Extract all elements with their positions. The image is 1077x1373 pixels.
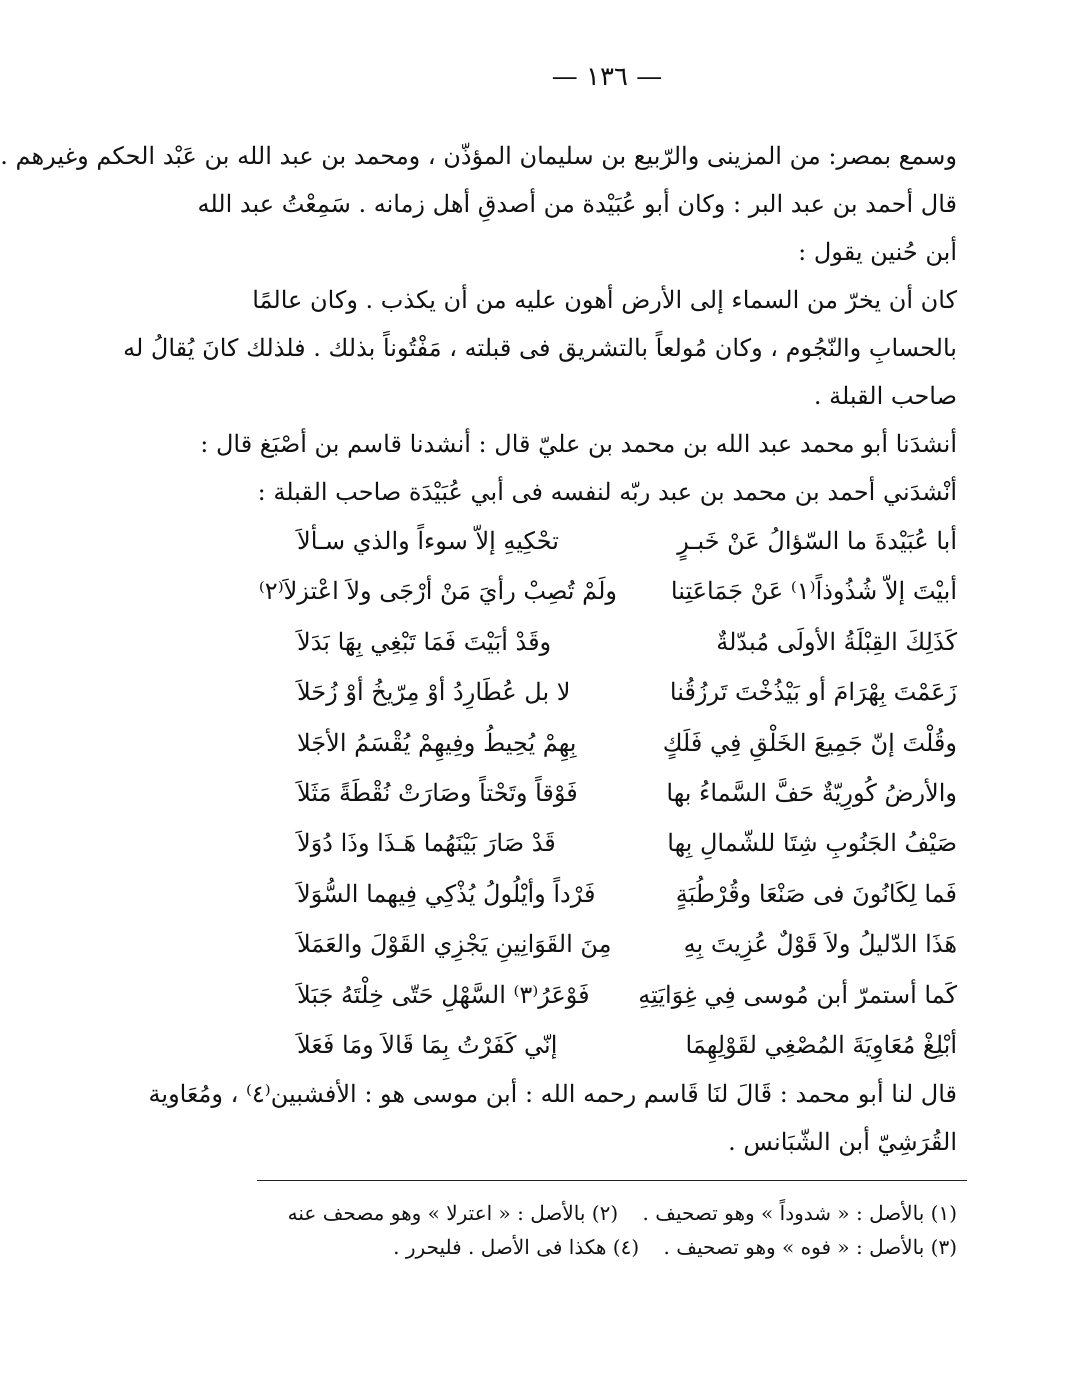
footnote: (٣) بالأصل : « فوه » وهو تصحيف . (663, 1235, 957, 1259)
verse-second-hemistich: إنّي كَفَرْتُ بِمَا قَالاَ ومَا فَعَلاَ (297, 1030, 558, 1059)
footnote: (١) بالأصل : « شدوداً » وهو تصحيف . (642, 1201, 957, 1225)
verse-first-hemistich: وقُلْتَ إنّ جَمِيعَ الخَلْقِ فِي فَلَكٍ (662, 728, 957, 757)
verse-first-hemistich: هَذَا الدّليلُ ولاَ قَوْلٌ عُزِيتَ بِهِ (683, 930, 957, 959)
text-line: صاحب القبلة . (813, 382, 957, 410)
footnote-row (267, 1196, 957, 1230)
verse-second-hemistich: ولَمْ تُصِبْ رأيَ مَنْ أرْجَى ولاَ اعْتزلاَ⁽٢⁾ (258, 577, 617, 606)
verse (297, 818, 957, 868)
text-line: أنْشدَني أحمد بن محمد بن عبد ربّه لنفسه فى أبي عُبَيْدَة صاحب القبلة : (257, 478, 957, 506)
text-line: القُرَشِيّ أبن الشّبَانس . (728, 1128, 957, 1156)
verse (297, 919, 957, 969)
verse (297, 970, 957, 1020)
verse-second-hemistich: فَرْداً وأيْلُولُ يُذْكِي فِيهما السُّوَلاَ (297, 879, 596, 908)
paragraph-intro (0, 132, 957, 276)
text-line: أنشدَنا أبو محمد عبد الله بن محمد بن عليّ قال : أنشدنا قاسم بن أصْبَغ قال : (200, 430, 957, 458)
text-line: أبن حُنين يقول : (798, 238, 957, 266)
verse-second-hemistich: قَدْ صَارَ بَيْنَهُما هَـذَا وذَا دُوَلاَ (297, 829, 556, 858)
verse-first-hemistich: والأرضُ كُورِيّةٌ حَفَّ السَّماءُ بها (666, 778, 957, 807)
verse-first-hemistich: كَما أستمرّ أبن مُوسى فِي غِوَايَتِهِ (638, 980, 957, 1009)
verse-second-hemistich: فَوْقاً وتَحْتاً وصَارَتْ نُقْطَةً مَثَلاَ (297, 778, 578, 807)
verse-first-hemistich: صَيْفُ الجَنُوبِ شِتَا للشّمالِ بِها (667, 829, 957, 858)
verse (297, 718, 957, 768)
footnote: (٢) بالأصل : « اعترلا » وهو مصحف عنه (287, 1201, 619, 1225)
verse-second-hemistich: تحْكِيهِ إلاّ سوءاً والذي سـألاَ (297, 527, 559, 555)
text-line: قال لنا أبو محمد : قَالَ لنَا قَاسم رحمه الله : أبن موسى هو : الأفشبين⁽٤⁾ ، ومُعَاوية (148, 1080, 957, 1108)
verse-second-hemistich: فَوْعَرُ⁽٣⁾ السَّهْلِ حَتّى خِلْتَهُ جَبَلاَ (297, 980, 590, 1009)
verse (297, 768, 957, 818)
verse (297, 617, 957, 667)
verse-second-hemistich: وقَدْ أبَيْتَ فَمَا تَبْغِي بِهَا بَدَلاَ (297, 627, 552, 656)
verse-first-hemistich: أبْلِغْ مُعَاوِيَةَ المُصْغِي لقَوْلِهِمَا (685, 1030, 957, 1059)
poem (258, 516, 957, 1070)
text-line: بالحسابِ والنّجُوم ، وكان مُولعاً بالتشريق فى قبلته ، مَفْتُوناً بذلك . فلذلك كانَ يُقالُ له (123, 334, 957, 362)
verse (297, 667, 957, 717)
text-line: وسمع بمصر: من المزينى والرّبيع بن سليمان المؤذّن ، ومحمد بن عبد الله بن عَبْد الحكم وغيرهم . (0, 142, 957, 170)
paragraph-closing (148, 1070, 957, 1166)
verse-first-hemistich: أبا عُبَيْدةَ ما السّؤالُ عَنْ خَبـرٍ (677, 527, 957, 555)
verse (297, 516, 957, 566)
footnote-divider (257, 1180, 967, 1181)
verse-second-hemistich: بِهِمْ يُحِيطُ وفِيهِمْ يُقْسَمُ الأجَلا (297, 728, 577, 757)
text-line: قال أحمد بن عبد البر : وكان أبو عُبَيْدة من أصدقِ أهل زمانه . سَمِعْتُ عبد الله (197, 190, 957, 218)
footnotes (267, 1196, 957, 1264)
footnote: (٤) هكذا فى الأصل . فليحرر . (393, 1235, 640, 1259)
text-line: كان أن يخرّ من السماء إلى الأرض أهون عليه من أن يكذب . وكان عالمًا (252, 286, 957, 314)
verse-first-hemistich: أبيْتَ إلاّ شُذُوذاً⁽١⁾ عَنْ جَمَاعَتِنا (670, 577, 957, 606)
paragraph-quote (123, 276, 957, 420)
page-number: — ١٣٦ — (551, 62, 663, 92)
verse-first-hemistich: فَما لِكَانُونَ فى صَنْعَا وقُرْطُبَةٍ (675, 879, 957, 908)
verse-second-hemistich: لا بل عُطَارِدُ أوْ مِرّيخُ أوْ زُحَلاَ (297, 678, 571, 707)
verse (297, 1020, 957, 1070)
verse (258, 566, 957, 616)
paragraph-isnad (200, 420, 957, 516)
verse-first-hemistich: كَذَلِكَ القِبْلَةُ الأولَى مُبدّلةٌ (716, 627, 957, 656)
verse-second-hemistich: مِنَ القَوَانِينِ يَجْزِي القَوْلَ والعَمَلاَ (297, 930, 612, 959)
verse-first-hemistich: زَعَمْتَ بِهْرَامَ أو بَيْذُخْتَ تَرزُقُنا (669, 678, 957, 707)
verse (297, 869, 957, 919)
footnote-row (267, 1230, 957, 1264)
